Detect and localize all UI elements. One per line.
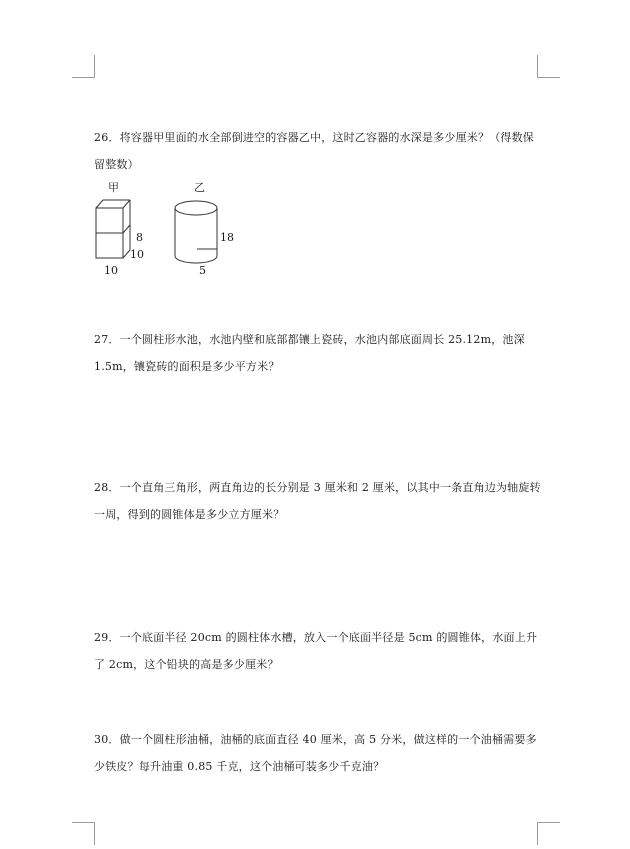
container-a-depth-label: 10 <box>130 248 144 261</box>
container-b-cylinder <box>175 201 217 263</box>
question-30: 30．做一个圆柱形油桶，油桶的底面直径 40 厘米，高 5 分米，做这样的一个油桶需要多少铁皮？每升油重 0.85 千克，这个油桶可装多少千克油？ <box>94 733 537 773</box>
page-corner-mark-top-left <box>72 55 95 78</box>
container-a-cuboid <box>96 200 130 258</box>
page-corner-mark-bottom-right <box>537 822 560 845</box>
question-26: 26．将容器甲里面的水全部倒进空的容器乙中，这时乙容器的水深是多少厘米？（得数保留整数） <box>94 131 534 171</box>
question-27: 27．一个圆柱形水池，水池内壁和底部都镶上瓷砖，水池内部底面周长 25.12m，池深 1.5m，镶瓷砖的面积是多少平方米？ <box>94 333 525 373</box>
containers-diagram <box>90 178 250 283</box>
page-corner-mark-top-right <box>537 55 560 78</box>
container-b-height-label: 18 <box>220 231 234 244</box>
question-28: 28．一个直角三角形，两直角边的长分别是 3 厘米和 2 厘米，以其中一条直角边为轴旋转一周，得到的圆锥体是多少立方厘米？ <box>94 481 541 521</box>
question-26-figure <box>90 178 250 287</box>
container-b-label: 乙 <box>194 181 205 194</box>
page-corner-mark-bottom-left <box>72 822 95 845</box>
question-29: 29．一个底面半径 20cm 的圆柱体水槽，放入一个底面半径是 5cm 的圆锥体，水面上升了 2cm，这个铅块的高是多少厘米？ <box>94 631 538 671</box>
container-a-water-height-label: 8 <box>136 231 143 244</box>
container-a-width-label: 10 <box>104 264 118 277</box>
container-b-diameter-label: 5 <box>199 264 206 277</box>
container-a-label: 甲 <box>108 181 119 194</box>
